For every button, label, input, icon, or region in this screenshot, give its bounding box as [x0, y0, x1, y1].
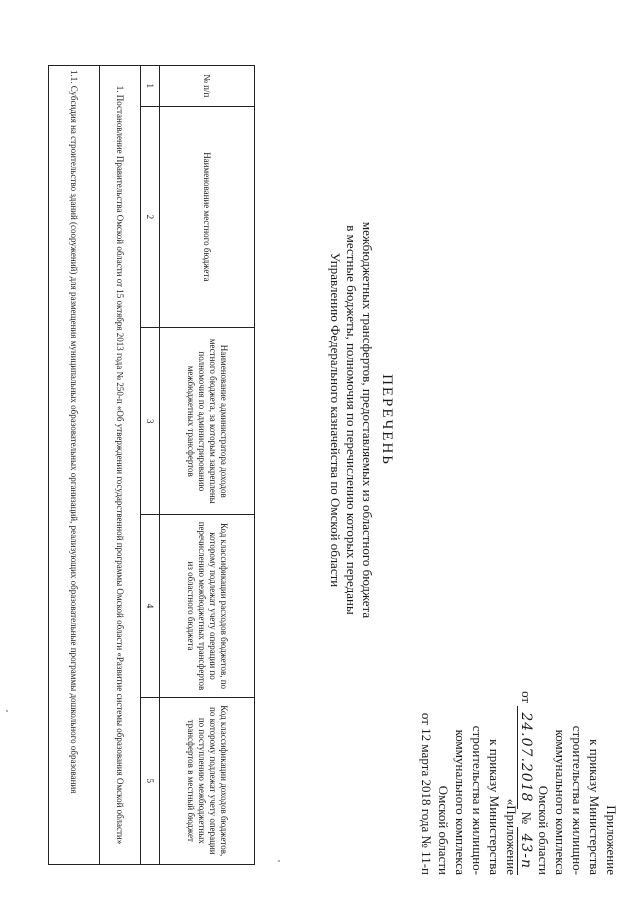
date-prefix: от: [519, 691, 534, 704]
column-number: 1: [141, 66, 160, 107]
table-subsection-row: [49, 66, 100, 865]
appendix-line: «Приложение: [504, 798, 519, 875]
document-heading: [327, 160, 395, 680]
appendix-line: строительства и жилищно-: [570, 725, 585, 875]
header-cell: Код классификации расходов бюджетов, по которому подлежат учету операции по перечислению межбюджетных трансфертов из областного бюджета: [160, 515, 255, 697]
handwritten-date: 24.07.2018: [517, 706, 534, 808]
header-cell: Наименование администратора доходов местного бюджета, за которым закреплены полномочия по администрированию межбюджетных трансфертов: [160, 328, 255, 515]
section-title: 1. Постановление Правительства Омской области от 15 октября 2013 года № 250-п «Об утверждении государственной программы Омской области «Развитие системы образования Омской области»: [100, 66, 141, 865]
scan-speck: [278, 860, 280, 862]
appendix-line: от 12 марта 2018 года № 11-п: [419, 712, 434, 875]
appendix-line: к приказу Министерства: [587, 739, 602, 875]
column-number: 3: [141, 328, 160, 515]
handwritten-number: 43-п: [517, 827, 534, 875]
scan-speck: [6, 710, 8, 712]
header-cell: Код классификации доходов бюджетов, по которому подлежат учету операции по поступлению межбюджетных трансфертов в местный бюджет: [160, 697, 255, 864]
appendix-line: коммунального комплекса: [553, 729, 568, 875]
appendix-previous: [418, 655, 520, 875]
appendix-line: к приказу Министерства: [487, 739, 502, 875]
appendix-line: Приложение: [604, 805, 619, 875]
heading-line: в местные бюджеты, полномочия по перечислению которых переданы: [344, 225, 359, 615]
appendix-current: [517, 655, 620, 875]
column-number: 2: [141, 106, 160, 327]
column-number: 4: [141, 515, 160, 697]
table-section-row: [100, 66, 141, 865]
document-title: ПЕРЕЧЕНЬ: [379, 374, 395, 466]
appendix-line: Омской области: [536, 785, 551, 875]
appendix-line: Омской области: [436, 785, 451, 875]
heading-line: межбюджетных трансфертов, предоставляемых из областного бюджета: [360, 221, 375, 619]
column-number: 5: [141, 697, 160, 864]
header-cell: № п/п: [160, 66, 255, 107]
subsection-title: 1.1. Субсидия на строительство зданий (сооружений) для размещения муниципальных образовательных организаций, реализующих образовательные программы дошкольного образования: [49, 66, 100, 865]
appendix-line: строительства и жилищно-: [470, 725, 485, 875]
table-number-row: [141, 66, 160, 865]
transfers-table: [48, 65, 255, 865]
header-cell: Наименование местного бюджета: [160, 106, 255, 327]
table-header-row: [160, 66, 255, 865]
heading-line: Управлению Федерального казначейства по Омской области: [328, 252, 343, 588]
number-sign: №: [519, 811, 534, 825]
appendix-line: коммунального комплекса: [453, 729, 468, 875]
